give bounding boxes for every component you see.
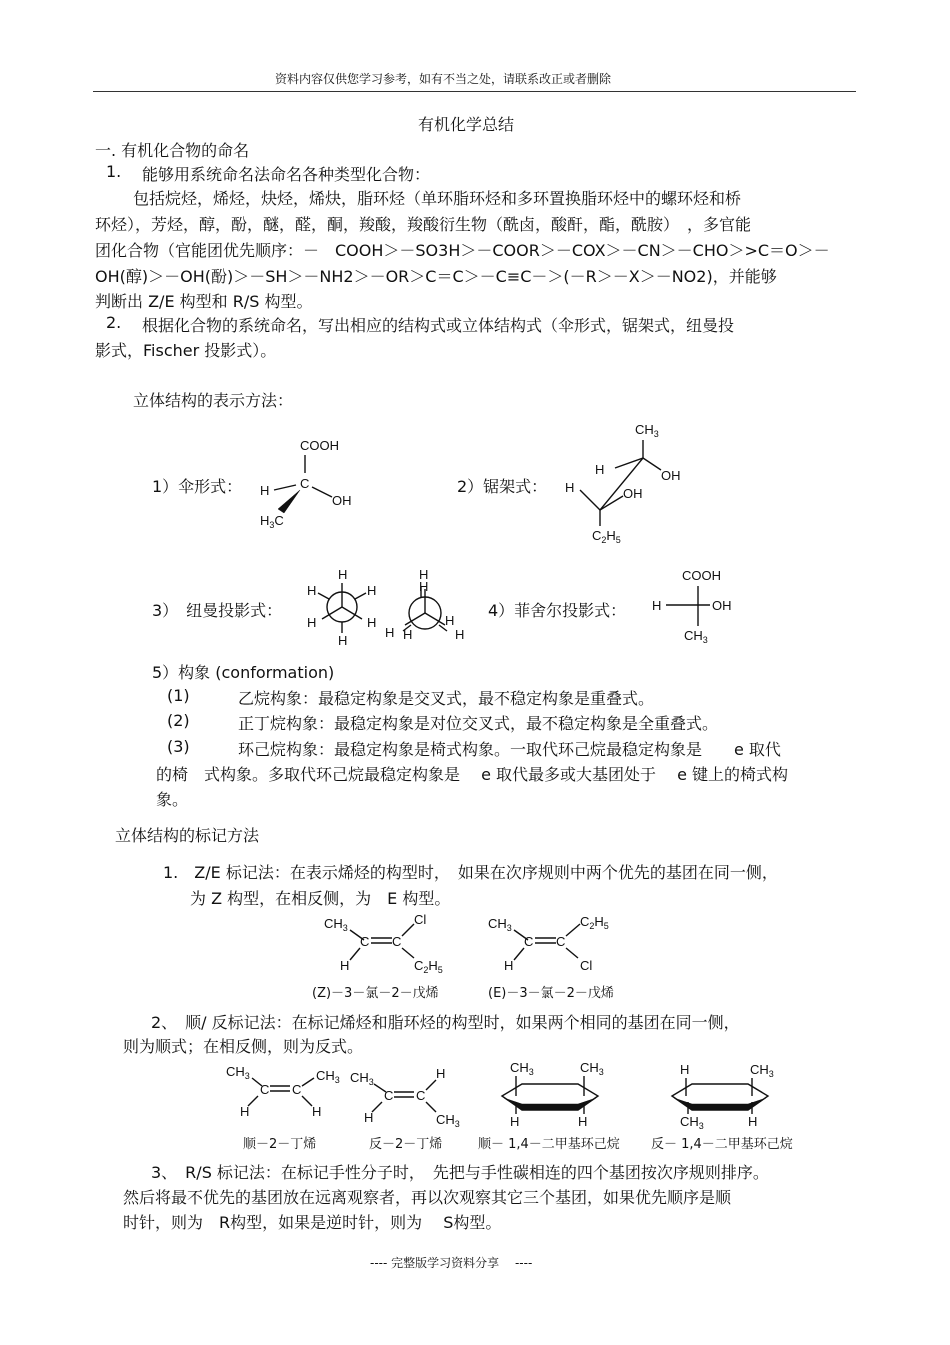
svg-text:CH3: $CH_3$ — [488, 916, 512, 933]
conf-text-cont: 象。 — [156, 790, 189, 809]
svg-text:H: H — [680, 1062, 690, 1077]
conf-text: 乙烷构象：最稳定构象是交叉式，最不稳定构象是重叠式。 — [238, 689, 655, 708]
svg-text:CH3: $CH_3$ — [684, 628, 708, 645]
ze-caption-e: (E)－3－氯－2－戊烯 — [488, 986, 614, 1001]
cis-caption: 顺－2－丁烯 — [243, 1137, 317, 1152]
svg-text:H: H — [367, 615, 377, 630]
svg-text:C: C — [360, 934, 370, 949]
item1-text: 能够用系统命名法命名各种类型化合物： — [142, 165, 431, 184]
svg-text:CH3: $CH_3$ — [316, 1068, 340, 1085]
svg-text:CH3: $CH_3$ — [635, 422, 659, 439]
svg-text:H: H — [436, 1066, 446, 1081]
svg-text:H: H — [504, 958, 514, 973]
svg-text:CH3: $CH_3$ — [226, 1064, 250, 1081]
svg-text:H: H — [338, 633, 348, 648]
svg-text:OH: OH — [661, 468, 681, 483]
svg-text:CH3: $CH_3$ — [350, 1070, 374, 1087]
ze-line: 1. Z/E 标记法：在表示烯烃的构型时， 如果在次序规则中两个优先的基团在同一侧， — [163, 863, 778, 882]
svg-text:CH3: $CH_3$ — [436, 1112, 460, 1129]
header-note: 资料内容仅供您学习参考，如有不当之处，请联系改正或者删除 — [275, 72, 612, 86]
item2-line: 影式，Fischer 投影式）。 — [95, 341, 277, 360]
umbrella-c: C — [300, 476, 310, 491]
cis-caption: 反－2－丁烯 — [369, 1137, 443, 1152]
stereo-repr-heading: 立体结构的表示方法： — [133, 391, 294, 410]
conf-num: (1) — [167, 686, 190, 705]
svg-text:H: H — [364, 1110, 374, 1125]
cis-line: 则为顺式；在相反侧，则为反式。 — [123, 1037, 364, 1056]
svg-text:H: H — [565, 480, 575, 495]
svg-text:H: H — [338, 567, 348, 582]
svg-text:H: H — [748, 1114, 758, 1129]
para-line: OH(醇)＞－OH(酚)＞－SH＞－NH2＞－OR＞C＝C＞－C≡C－＞(－R＞－X＞－NO2)，并能够 — [95, 267, 777, 286]
svg-text:C: C — [260, 1082, 270, 1097]
ze-caption-z: (Z)－3－氯－2－戊烯 — [312, 986, 439, 1001]
svg-text:Cl: Cl — [414, 912, 427, 927]
svg-text:CH3: $CH_3$ — [680, 1114, 704, 1131]
conformation-heading: 5）构象 (conformation) — [152, 663, 335, 682]
para-line: 团化合物（官能团优先顺序：－ COOH＞－SO3H＞－COOR＞－COX＞－CN＞－CHO＞>C＝O＞－ — [95, 241, 830, 260]
para-line: 环烃），芳烃，醇，酚，醚，醛，酮，羧酸，羧酸衍生物（酰卤，酸酐，酯，酰胺） ，多官能 — [95, 215, 752, 234]
svg-text:H3C: $H_3C$ — [260, 513, 284, 530]
svg-text:COOH: COOH — [682, 568, 721, 583]
svg-text:C: C — [556, 934, 566, 949]
svg-text:H: H — [340, 958, 350, 973]
conf-num: (2) — [167, 711, 190, 730]
conf-text: 正丁烷构象：最稳定构象是对位交叉式，最不稳定构象是全重叠式。 — [238, 714, 719, 733]
rs-line: 3、 R/S 标记法：在标记手性分子时， 先把与手性碳相连的四个基团按次序规则排序。 — [151, 1163, 769, 1182]
svg-text:CH3: $CH_3$ — [580, 1060, 604, 1077]
svg-text:OH: OH — [623, 486, 643, 501]
svg-text:C: C — [292, 1082, 302, 1097]
sawhorse-structure — [555, 418, 715, 548]
cis-line: 2、 顺/ 反标记法：在标记烯烃和脂环烃的构型时，如果两个相同的基团在同一侧， — [151, 1013, 740, 1032]
cis-trans-structures — [222, 1058, 812, 1130]
para-line: 判断出 Z/E 构型和 R/S 构型。 — [95, 292, 313, 311]
svg-text:OH: OH — [712, 598, 732, 613]
cis-caption: 反－ 1,4－二甲基环己烷 — [651, 1137, 793, 1152]
conf-text-cont: 的椅 式构象。多取代环己烷最稳定构象是 e 取代最多或大基团处于 e 键上的椅式构 — [156, 765, 789, 784]
svg-text:C: C — [384, 1088, 394, 1103]
conf-text: 环己烷构象：最稳定构象是椅式构象。一取代环己烷最稳定构象是 e 取代 — [238, 740, 781, 759]
svg-text:C: C — [416, 1088, 426, 1103]
newman-label: 3） 纽曼投影式： — [152, 601, 283, 620]
svg-text:H: H — [403, 627, 413, 642]
svg-text:Cl: Cl — [580, 958, 593, 973]
svg-text:C: C — [524, 934, 534, 949]
rs-line: 时针，则为 R构型，如果是逆时针，则为 S构型。 — [123, 1213, 502, 1232]
svg-text:H: H — [652, 598, 662, 613]
svg-text:H: H — [385, 625, 395, 640]
umbrella-h: H — [260, 483, 270, 498]
svg-text:H: H — [307, 583, 317, 598]
conf-num: (3) — [167, 737, 190, 756]
rs-line: 然后将最不优先的基团放在远离观察者，再以次观察其它三个基团，如果优先顺序是顺 — [123, 1188, 732, 1207]
svg-text:H: H — [578, 1114, 588, 1129]
svg-text:H: H — [240, 1104, 250, 1119]
svg-text:C2H5: $C_2H_5$ — [580, 914, 609, 931]
svg-text:H: H — [367, 583, 377, 598]
ze-structures — [320, 910, 650, 975]
item1-label: 1. — [106, 162, 122, 181]
page-title: 有机化学总结 — [418, 115, 515, 134]
svg-text:H: H — [312, 1104, 322, 1119]
svg-text:H: H — [455, 627, 465, 642]
svg-text:CH3: $CH_3$ — [750, 1062, 774, 1079]
fischer-projection — [648, 566, 748, 646]
svg-text:C2H5: $C_2H_5$ — [414, 958, 443, 975]
ze-line: 为 Z 构型，在相反侧，为 E 构型。 — [190, 889, 451, 908]
umbrella-structure — [250, 435, 370, 530]
svg-text:H: H — [307, 615, 317, 630]
item2-label: 2. — [106, 313, 122, 332]
cis-caption: 顺－ 1,4－二甲基环己烷 — [478, 1137, 620, 1152]
stereo-mark-heading: 立体结构的标记方法 — [115, 826, 260, 845]
svg-text:CH3: $CH_3$ — [510, 1060, 534, 1077]
svg-text:C2H5: $C_2H_5$ — [592, 528, 621, 545]
umbrella-label: 1）伞形式： — [152, 477, 243, 496]
svg-text:CH3: $CH_3$ — [324, 916, 348, 933]
umbrella-cooh: COOH — [300, 438, 339, 453]
header-rule — [93, 91, 856, 92]
svg-text:H: H — [419, 579, 429, 594]
svg-text:H: H — [595, 462, 605, 477]
svg-text:H: H — [445, 613, 455, 628]
svg-text:H: H — [510, 1114, 520, 1129]
para-line: 包括烷烃，烯烃，炔烃，烯炔，脂环烃（单环脂环烃和多环置换脂环烃中的螺环烃和桥 — [133, 189, 742, 208]
sawhorse-label: 2）锯架式： — [457, 477, 548, 496]
item2-line: 根据化合物的系统命名，写出相应的结构式或立体结构式（伞形式，锯架式，纽曼投 — [142, 316, 735, 335]
fischer-label: 4）菲舍尔投影式： — [488, 601, 627, 620]
section-heading: 一. 有机化合物的命名 — [95, 141, 250, 160]
umbrella-oh: OH — [332, 493, 352, 508]
svg-text:H: H — [419, 567, 429, 582]
svg-text:C: C — [392, 934, 402, 949]
footer: ---- 完整版学习资料分享 ---- — [370, 1256, 533, 1270]
newman-projections — [305, 565, 475, 650]
